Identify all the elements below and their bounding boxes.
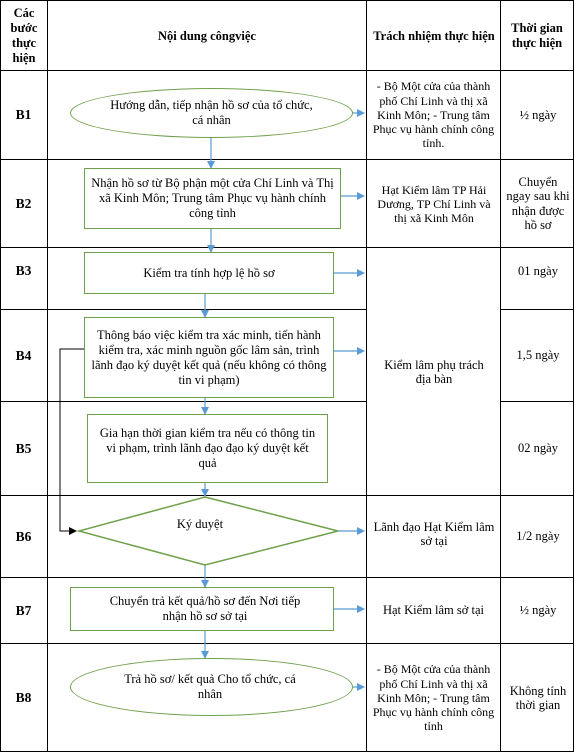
header-content: Nội dung côngviệc (158, 28, 256, 43)
shape-b3-text: Kiểm tra tính hợp lệ hồ sơ (143, 265, 275, 280)
responsibility-b7: Hạt Kiểm lâm sở tại (382, 602, 485, 617)
step-label-b4: B4 (15, 347, 32, 363)
time-b1: ½ ngày (519, 107, 557, 122)
shape-b8-text: Trả hồ sơ/ kết quả Cho tổ chức, cá nhân (124, 672, 296, 701)
time-b8: Không tính thời gian (509, 683, 567, 712)
header-responsibility: Trách nhiệm thực hiện (373, 28, 495, 43)
shape-b7-text: Chuyển trả kết quả/hồ sơ đến Nơi tiếp nhận hồ sơ sở tại (109, 594, 301, 623)
time-b7: ½ ngày (519, 603, 557, 618)
responsibility-b8: - Bộ Một cửa của thành phố Chí Linh và thị xã Kinh Môn; - Trung tâm Phục vụ hành chính công tỉnh (372, 662, 495, 734)
step-label-b5: B5 (15, 440, 32, 456)
step-label-b3: B3 (15, 263, 32, 278)
responsibility-b3-b5: Kiểm lâm phụ trách địa bàn (384, 357, 484, 386)
step-label-b2: B2 (15, 195, 32, 211)
time-b5: 02 ngày (518, 441, 558, 456)
step-label-b1: B1 (15, 107, 32, 122)
shape-b1-text: Hướng dẫn, tiếp nhận hồ sơ của tổ chức, cá nhân (110, 98, 313, 127)
shape-b2-text: Nhận hồ sơ từ Bộ phận một cửa Chí Linh và Thị xã Kinh Môn; Trung tâm Phục vụ hành chính công tỉnh (91, 176, 334, 220)
shape-b6-text: Ký duyệt (176, 516, 224, 531)
time-b6: 1/2 ngày (516, 529, 560, 544)
step-label-b7: B7 (15, 602, 32, 618)
shape-b5-text: Gia hạn thời gian kiểm tra nếu có thông tin vi phạm, trình lãnh đạo đạo ký duyệt kết quả (99, 426, 316, 470)
time-b2: Chuyển ngay sau khi nhận được hồ sơ (506, 174, 570, 232)
step-label-b6: B6 (15, 528, 32, 544)
responsibility-b1: - Bộ Một cửa của thành phố Chí Linh và thị xã Kinh Môn; - Trung tâm Phục vụ hành chính công tỉnh. (372, 79, 495, 151)
header-time: Thời gian thực hiện (511, 21, 563, 50)
shape-b4-text: Thông báo việc kiểm tra xác minh, tiến hành kiểm tra, xác minh nguồn gốc lâm sản, trình lãnh đạo ký duyệt kết quả (nếu không có thông tin vi phạm) (91, 327, 327, 387)
step-label-b8: B8 (15, 690, 32, 705)
responsibility-b6: Lãnh đạo Hạt Kiểm lâm sở tại (373, 519, 495, 548)
responsibility-b2: Hạt Kiểm lâm TP Hải Dương, TP Chí Linh và thị xã Kinh Môn (377, 182, 491, 226)
time-b3: 01 ngày (518, 263, 558, 278)
time-b4: 1,5 ngày (516, 348, 560, 363)
header-steps: Các bước thực hiện (10, 6, 38, 65)
